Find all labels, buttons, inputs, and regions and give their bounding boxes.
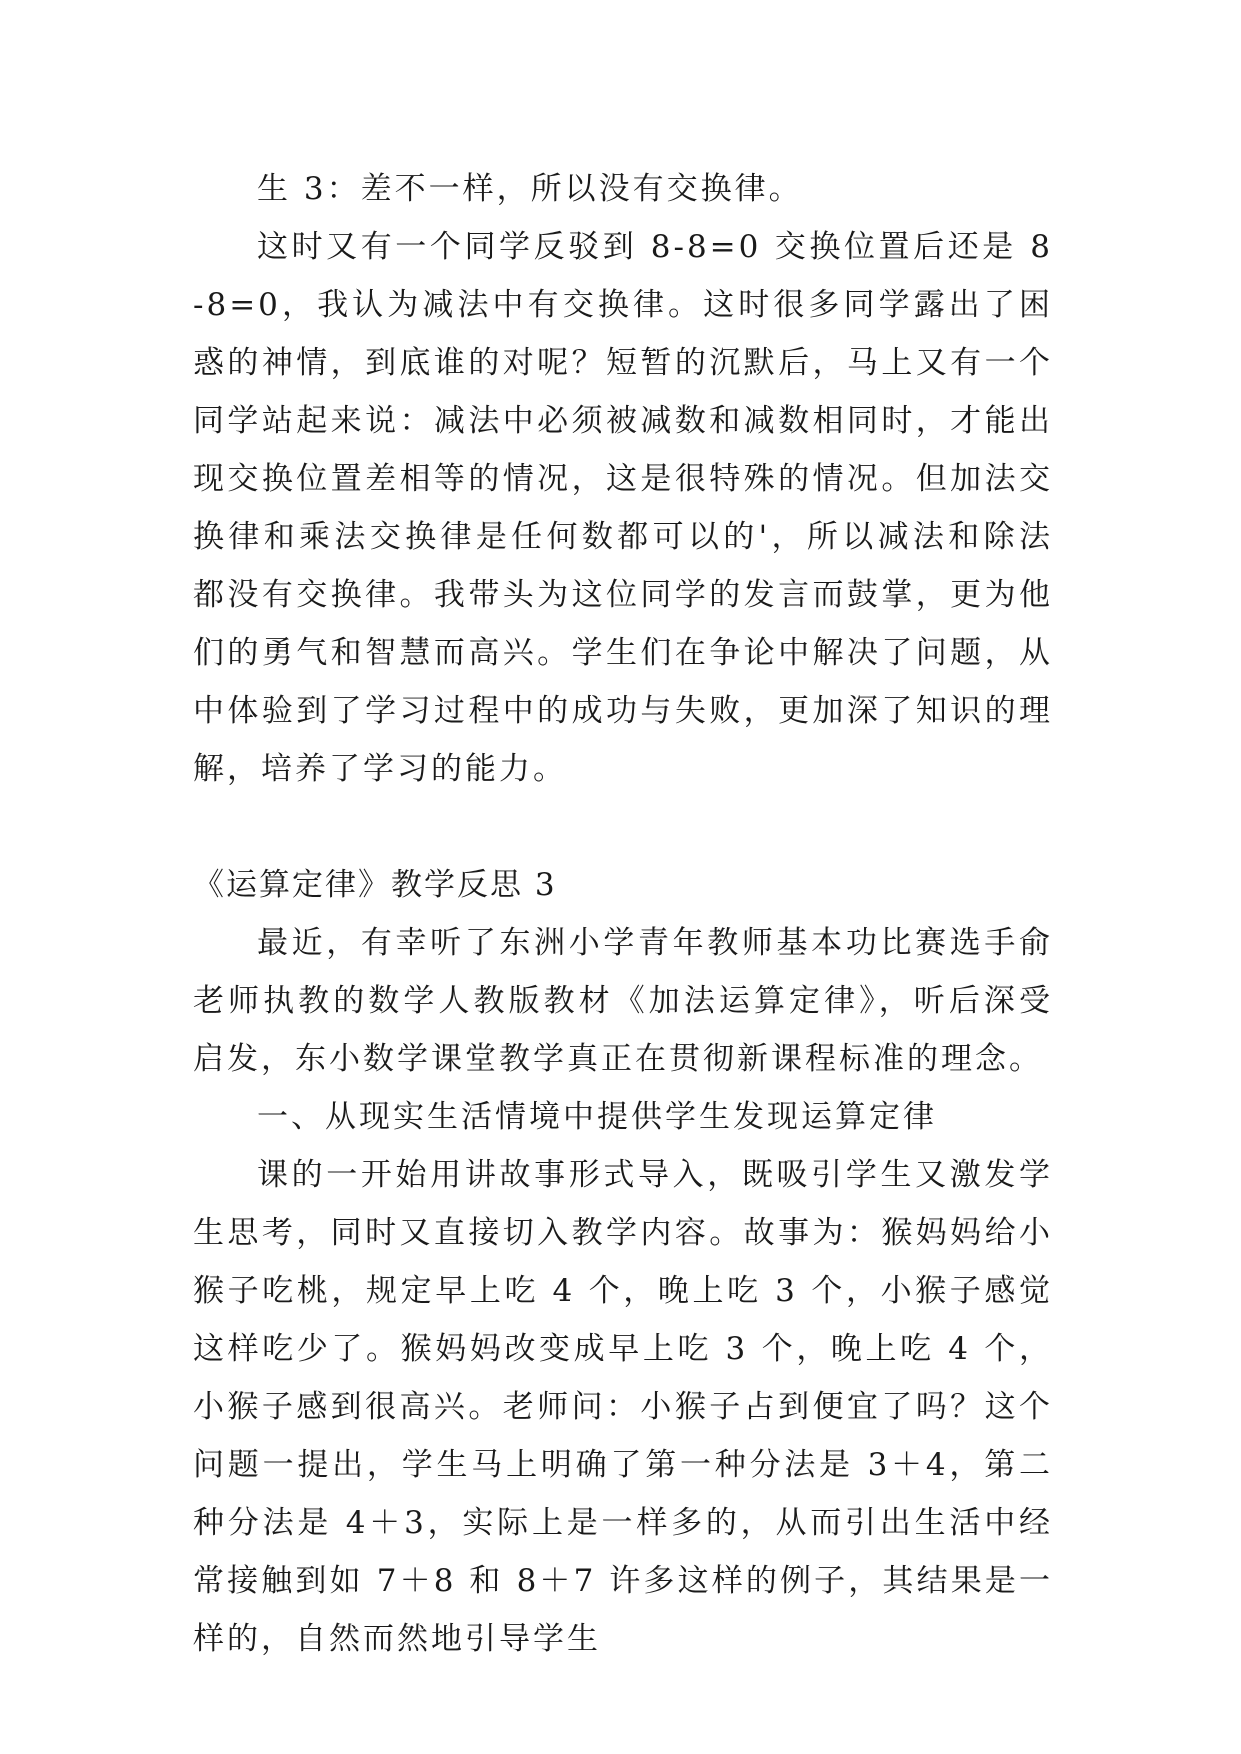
paragraph-story: 课的一开始用讲故事形式导入，既吸引学生又激发学生思考，同时又直接切入教学内容。故事为：猴妈妈给小猴子吃桃，规定早上吃 4 个，晚上吃 3 个，小猴子感觉这样吃少了。猴妈妈改变成早上吃 3 个，晚上吃 4 个，小猴子感到很高兴。老师问：小猴子占到便宜了吗？这个问题一提出，学生马上明确了第一种分法是 3＋4，第二种分法是 4＋3，实际上是一样多的，从而引出生活中经常接触到如 7＋8 和 8＋7 许多这样的例子，其结果是一样的，自然而然地引导学生 — [193, 1157, 1053, 1657]
section-heading: 《运算定律》教学反思 3 — [193, 867, 557, 903]
paragraph-debate: 这时又有一个同学反驳到 8-8=0 交换位置后还是 8-8=0，我认为减法中有交换律。这时很多同学露出了困惑的神情，到底谁的对呢？短暂的沉默后，马上又有一个同学站起来说：减法中必须被减数和减数相同时，才能出现交换位置差相等的情况，这是很特殊的情况。但加法交换律和乘法交换律是任何数都可以的'，所以减法和除法都没有交换律。我带头为这位同学的发言而鼓掌，更为他们的勇气和智慧而高兴。学生们在争论中解决了问题，从中体验到了学习过程中的成功与失败，更加深了知识的理解，培养了学习的能力。 — [193, 229, 1053, 787]
paragraph-subheading: 一、从现实生活情境中提供学生发现运算定律 — [257, 1099, 937, 1135]
paragraph-intro: 最近，有幸听了东洲小学青年教师基本功比赛选手俞老师执教的数学人教版教材《加法运算定律》，听后深受启发，东小数学课堂教学真正在贯彻新课程标准的理念。 — [193, 925, 1053, 1077]
document-body — [193, 160, 1053, 1668]
paragraph-student-3: 生 3：差不一样，所以没有交换律。 — [257, 171, 803, 207]
